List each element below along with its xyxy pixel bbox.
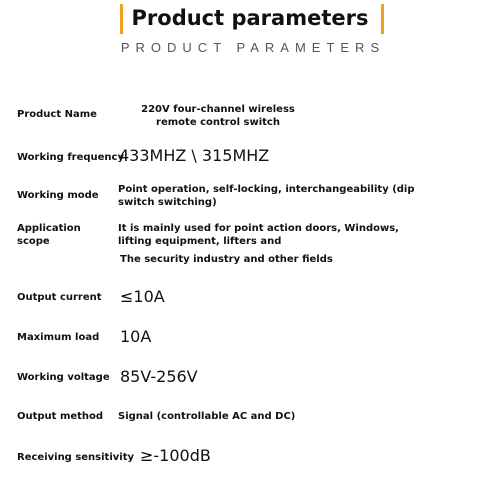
- param-label: Working mode: [17, 190, 99, 201]
- param-value: 10A: [120, 327, 152, 346]
- page-subtitle: PRODUCT PARAMETERS: [120, 40, 386, 55]
- page-title: Product parameters: [131, 6, 369, 30]
- param-label: Product Name: [17, 109, 97, 120]
- param-label: Application scope: [17, 223, 81, 247]
- param-value: 433MHZ \ 315MHZ: [119, 146, 270, 165]
- param-value: 220V four-channel wireless remote control switch: [141, 104, 295, 128]
- param-label: Output current: [17, 292, 102, 303]
- param-value: ≤10A: [120, 287, 165, 306]
- param-label: Working frequency: [17, 152, 125, 163]
- param-value-continued: The security industry and other fields: [120, 254, 333, 265]
- param-value: 85V-256V: [120, 367, 198, 386]
- param-value: ≥-100dB: [140, 446, 211, 465]
- param-value: Point operation, self-locking, interchangeability (dip switch switching): [118, 184, 415, 208]
- param-value: It is mainly used for point action doors, Windows, lifting equipment, lifters and: [118, 223, 399, 247]
- param-label: Maximum load: [17, 332, 100, 343]
- param-value: Signal (controllable AC and DC): [118, 411, 296, 422]
- param-label: Receiving sensitivity: [17, 452, 135, 463]
- header: [0, 0, 500, 70]
- right-accent-bar: [381, 4, 384, 34]
- param-label: Working voltage: [17, 372, 110, 383]
- param-label: Output method: [17, 411, 104, 422]
